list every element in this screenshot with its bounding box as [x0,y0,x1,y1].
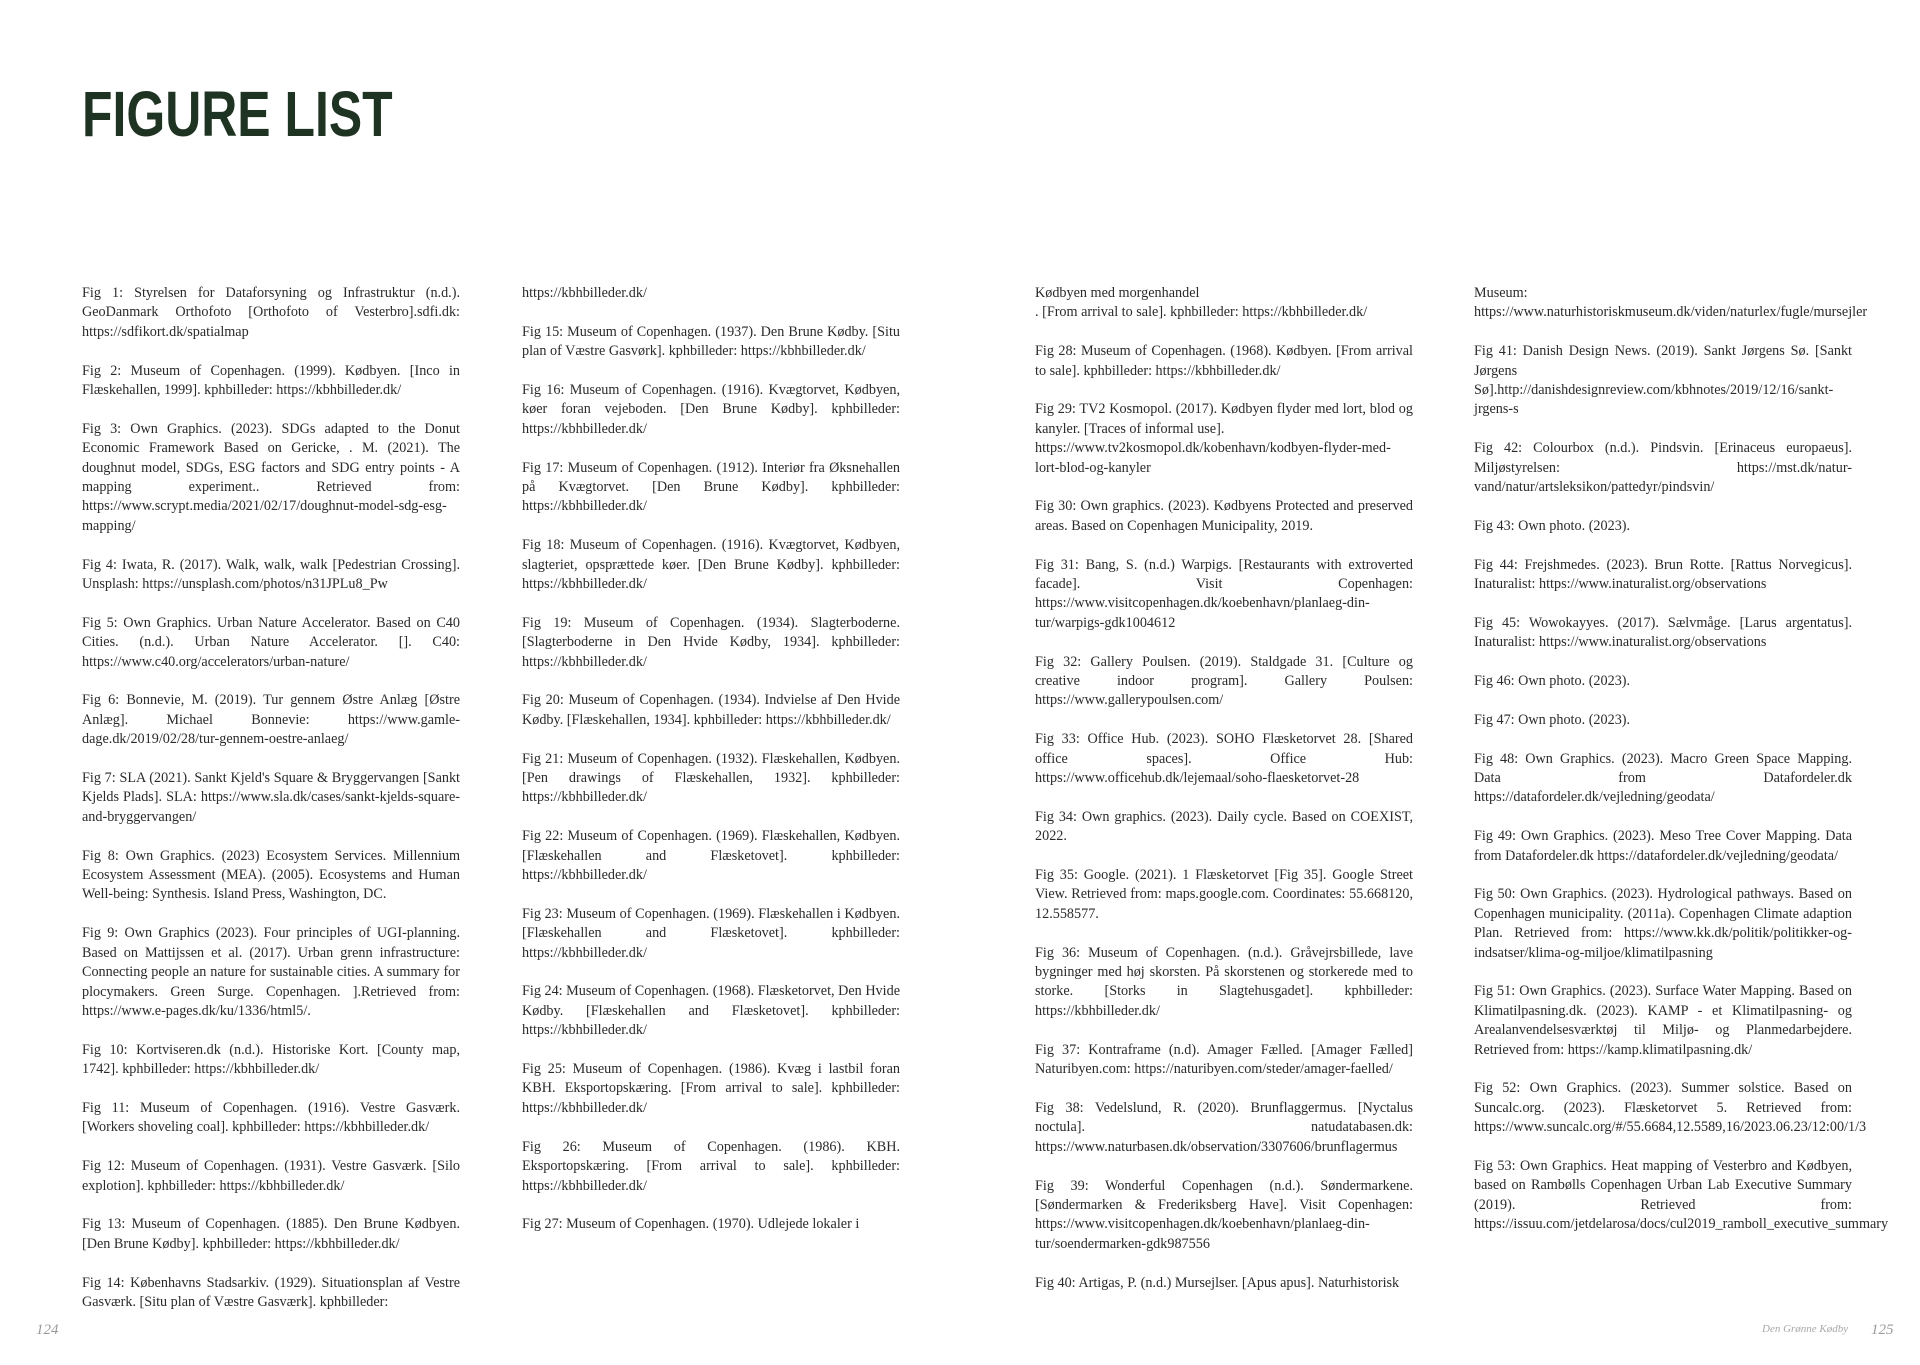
figure-entry: Fig 6: Bonnevie, M. (2019). Tur gennem Østre Anlæg [Østre Anlæg]. Michael Bonnevie: https://www.gamle-dage.dk/2019/02/28/tur-gennem-oestre-anlaeg/ [82,692,460,748]
figure-entry: Fig 26: Museum of Copenhagen. (1986). KBH. Eksportopskæring. [From arrival to sale]. kphbilleder: https://kbhbilleder.dk/ [522,1138,900,1194]
figure-entry: Fig 15: Museum of Copenhagen. (1937). Den Brune Kødby. [Situ plan of Væstre Gasvørk]. kphbilleder: https://kbhbilleder.dk/ [522,323,900,360]
figure-entry: Fig 16: Museum of Copenhagen. (1916). Kvægtorvet, Kødbyen, køer foran vejeboden. [Den Brune Kødby]. kphbilleder: https://kbhbilleder.dk/ [522,382,900,437]
figure-entry: Fig 45: Wowokayyes. (2017). Sælvmåge. [Larus argentatus]. Inaturalist: https://www.inaturalist.org/observations [1474,614,1852,651]
figure-entry: Fig 4: Iwata, R. (2017). Walk, walk, walk [Pedestrian Crossing]. Unsplash: https://unsplash.com/photos/n31JPLu8_Pw [82,556,460,593]
figure-entry: Fig 40: Artigas, P. (n.d.) Mursejlser. [Apus apus]. Naturhistorisk [1035,1274,1400,1291]
figure-entry: Fig 50: Own Graphics. (2023). Hydrological pathways. Based on Copenhagen municipality. (2011a). Copenhagen Climate adaption Plan. Retrieved from: https://www.kk.dk/politik/politikker-og-indsatser/klima-og-miljoe/klimatilpasning [1474,886,1852,961]
figure-entry: Fig 42: Colourbox (n.d.). Pindsvin. [Erinaceus europaeus]. Miljøstyrelsen: https://mst.dk/natur-vand/natur/artsleksikon/pattedyr/pindsvin/ [1474,440,1852,496]
figure-entry: Fig 19: Museum of Copenhagen. (1934). Slagterboderne. [Slagterboderne in Den Hvide Kødby, 1934]. kphbilleder: https://kbhbilleder.dk/ [522,614,900,670]
figure-list-column-3 [1035,284,1413,1312]
right-page-number: 125 [1871,1322,1894,1338]
figure-entry: Fig 17: Museum of Copenhagen. (1912). Interiør fra Øksnehallen på Kvægtorvet. [Den Brune Kødby]. kphbilleder: https://kbhbilleder.dk/ [522,459,900,515]
figure-list-column-4 [1474,284,1889,1254]
running-title: Den Grønne Kødby [1762,1323,1849,1335]
figure-entry: Fig 34: Own graphics. (2023). Daily cycle. Based on COEXIST, 2022. [1035,808,1413,845]
figure-entry: Fig 51: Own Graphics. (2023). Surface Water Mapping. Based on Klimatilpasning.dk. (2023). KAMP - et Klimatilpasning- og Arealanvendelsesværktøj til Miljø- og Planmedarbejdere. Retrieved from: https://kamp.klimatilpasning.dk/ [1474,983,1852,1058]
figure-entry: Fig 29: TV2 Kosmopol. (2017). Kødbyen flyder med lort, blod og kanyler. [Traces of informal use]. https://www.tv2kosmopol.dk/kobenhavn/kodbyen-flyder-med-lort-blod-og-kanyler [1035,401,1413,476]
figure-entry: Fig 2: Museum of Copenhagen. (1999). Kødbyen. [Inco in Flæskehallen, 1999]. kphbilleder: https://kbhbilleder.dk/ [82,362,460,399]
figure-entry: Fig 27: Museum of Copenhagen. (1970). Udlejede lokaler i [522,1216,860,1233]
figure-entry: Fig 3: Own Graphics. (2023). SDGs adapted to the Donut Economic Framework Based on Gericke, . M. (2021). The doughnut model, SDGs, ESG factors and SDG entry points - A mapping experiment.. Retrieved from: https://www.scrypt.media/2021/02/17/doughnut-model-sdg-esg-mapping/ [82,420,460,534]
figure-entry: Fig 9: Own Graphics (2023). Four principles of UGI-planning. Based on Mattijssen et al. (2017). Urban grenn infrastructure: Connecting people an nature for sustainable cities. A summary for plocymakers. Green Surge. Copenhagen. ].Retrieved from: https://www.e-pages.dk/ku/1336/html5/. [82,925,460,1019]
figure-entry: Fig 5: Own Graphics. Urban Nature Accelerator. Based on C40 Cities. (n.d.). Urban Nature Accelerator. []. C40: https://www.c40.org/accelerators/urban-nature/ [82,614,460,670]
figure-entry: Fig 41: Danish Design News. (2019). Sankt Jørgens Sø. [Sankt Jørgens Sø].http://danishdesignreview.com/kbhnotes/2019/12/16/sankt-jrgens-s [1474,343,1852,418]
figure-entry: Fig 14: Københavns Stadsarkiv. (1929). Situationsplan af Vestre Gasværk. [Situ plan of Væstre Gasværk]. kphbilleder: [82,1274,460,1310]
figure-entry: Fig 20: Museum of Copenhagen. (1934). Indvielse af Den Hvide Kødby. [Flæskehallen, 1934]. kphbilleder: https://kbhbilleder.dk/ [522,692,900,728]
figure-entry: Fig 8: Own Graphics. (2023) Ecosystem Services. Millennium Ecosystem Assessment (MEA). (2005). Ecosystems and Human Well-being: Synthesis. Island Press, Washington, DC. [82,847,460,903]
figure-entry: Fig 7: SLA (2021). Sankt Kjeld's Square & Bryggervangen [Sankt Kjelds Plads]. SLA: https://www.sla.dk/cases/sankt-kjelds-square-and-bryggervangen/ [82,770,460,825]
figure-entry: Fig 10: Kortviseren.dk (n.d.). Historiske Kort. [County map, 1742]. kphbilleder: https://kbhbilleder.dk/ [82,1041,460,1078]
figure-entry: Kødbyen med morgenhandel . [From arrival to sale]. kphbilleder: https://kbhbilleder.dk/ [1035,285,1368,321]
figure-entry: Fig 38: Vedelslund, R. (2020). Brunflaggermus. [Nyctalus noctula]. natudatabasen.dk: https://www.naturbasen.dk/observation/3307606/brunflagermus [1035,1099,1413,1155]
figure-entry: https://kbhbilleder.dk/ [522,285,647,301]
figure-entry: Fig 24: Museum of Copenhagen. (1968). Flæsketorvet, Den Hvide Kødby. [Flæskehallen and Flæsketovet]. kphbilleder: https://kbhbilleder.dk/ [522,983,900,1039]
figure-entry: Fig 44: Frejshmedes. (2023). Brun Rotte. [Rattus Norvegicus]. Inaturalist: https://www.inaturalist.org/observations [1474,556,1852,593]
page-title: FIGURE LIST [82,78,393,150]
figure-entry: Fig 33: Office Hub. (2023). SOHO Flæsketorvet 28. [Shared office spaces]. Office Hub: https://www.officehub.dk/lejemaal/soho-flaesketorvet-28 [1035,731,1413,787]
figure-entry: Museum: https://www.naturhistoriskmuseum.dk/viden/naturlex/fugle/mursejler [1474,285,1868,321]
figure-entry: Fig 48: Own Graphics. (2023). Macro Green Space Mapping. Data from Datafordeler.dk https://datafordeler.dk/vejledning/geodata/ [1474,750,1852,806]
figure-entry: Fig 32: Gallery Poulsen. (2019). Staldgade 31. [Culture og creative indoor program]. Gallery Poulsen: https://www.gallerypoulsen.com/ [1035,653,1413,709]
figure-entry: Fig 30: Own graphics. (2023). Kødbyens Protected and preserved areas. Based on Copenhagen Municipality, 2019. [1035,498,1413,534]
left-page-number: 124 [36,1322,59,1338]
figure-list-column-2 [522,284,900,1254]
figure-entry: Fig 25: Museum of Copenhagen. (1986). Kvæg i lastbil foran KBH. Eksportopskæring. [From arrival to sale]. kphbilleder: https://kbhbilleder.dk/ [522,1061,900,1116]
figure-entry: Fig 23: Museum of Copenhagen. (1969). Flæskehallen i Kødbyen. [Flæskehallen and Flæsketovet]. kphbilleder: https://kbhbilleder.dk/ [522,905,900,961]
figure-entry: Fig 13: Museum of Copenhagen. (1885). Den Brune Kødbyen. [Den Brune Kødby]. kphbilleder: https://kbhbilleder.dk/ [82,1216,460,1252]
figure-entry: Fig 28: Museum of Copenhagen. (1968). Kødbyen. [From arrival to sale]. kphbilleder: https://kbhbilleder.dk/ [1035,343,1413,379]
figure-entry: Fig 52: Own Graphics. (2023). Summer solstice. Based on Suncalc.org. (2023). Flæsketorvet 5. Retrieved from: https://www.suncalc.org/#/55.6684,12.5589,16/2023.06.23/12:00/1/3 [1474,1080,1867,1136]
figure-entry: Fig 12: Museum of Copenhagen. (1931). Vestre Gasværk. [Silo explotion]. kphbilleder: https://kbhbilleder.dk/ [82,1158,460,1194]
figure-entry: Fig 39: Wonderful Copenhagen (n.d.). Søndermarkene. [Søndermarken & Frederiksberg Have]. Visit Copenhagen: https://www.visitcopenhagen.dk/koebenhavn/planlaeg-din-tur/soendermarken-gdk987556 [1035,1177,1413,1252]
figure-entry: Fig 31: Bang, S. (n.d.) Warpigs. [Restaurants with extroverted facade]. Visit Copenhagen: https://www.visitcopenhagen.dk/koebenhavn/planlaeg-din-tur/warpigs-gdk1004612 [1035,556,1413,631]
figure-entry: Fig 49: Own Graphics. (2023). Meso Tree Cover Mapping. Data from Datafordeler.dk https://datafordeler.dk/vejledning/geodata/ [1474,828,1852,864]
figure-entry: Fig 46: Own photo. (2023). [1474,673,1631,690]
figure-entry: Fig 21: Museum of Copenhagen. (1932). Flæskehallen, Kødbyen. [Pen drawings of Flæskehallen, 1932]. kphbilleder: https://kbhbilleder.dk/ [522,750,900,806]
figure-entry: Fig 22: Museum of Copenhagen. (1969). Flæskehallen, Kødbyen. [Flæskehallen and Flæsketovet]. kphbilleder: https://kbhbilleder.dk/ [522,828,900,884]
figure-entry: Fig 53: Own Graphics. Heat mapping of Vesterbro and Kødbyen, based on Rambølls Copenhagen Urban Lab Executive Summary (2019). Retrieved from: https://issuu.com/jetdelarosa/docs/cul2019_ramboll_executive_summary [1474,1158,1889,1233]
figure-entry: Fig 11: Museum of Copenhagen. (1916). Vestre Gasværk. [Workers shoveling coal]. kphbilleder: https://kbhbilleder.dk/ [82,1099,460,1136]
figure-entry: Fig 18: Museum of Copenhagen. (1916). Kvægtorvet, Kødbyen, slagteriet, opsprættede køer. [Den Brune Kødby]. kphbilleder: https://kbhbilleder.dk/ [522,537,900,593]
figure-list-column-1 [82,284,460,1332]
figure-entry: Fig 43: Own photo. (2023). [1474,517,1631,534]
figure-entry: Fig 47: Own photo. (2023). [1474,711,1631,728]
figure-entry: Fig 37: Kontraframe (n.d). Amager Fælled. [Amager Fælled] Naturibyen.com: https://naturibyen.com/steder/amager-faelled/ [1035,1041,1413,1078]
figure-entry: Fig 36: Museum of Copenhagen. (n.d.). Gråvejrsbillede, lave bygninger med høj skorsten. På skorstenen og storkerede med to storke. [Storks in Slagtehusgadet]. kphbilleder: https://kbhbilleder.dk/ [1035,944,1413,1019]
figure-entry: Fig 1: Styrelsen for Dataforsyning og Infrastruktur (n.d.). GeoDanmark Orthofoto [Orthofoto of Vesterbro].sdfi.dk: https://sdfikort.dk/spatialmap [82,285,460,340]
figure-entry: Fig 35: Google. (2021). 1 Flæsketorvet [Fig 35]. Google Street View. Retrieved from: maps.google.com. Coordinates: 55.668120, 12.558577. [1035,867,1413,922]
